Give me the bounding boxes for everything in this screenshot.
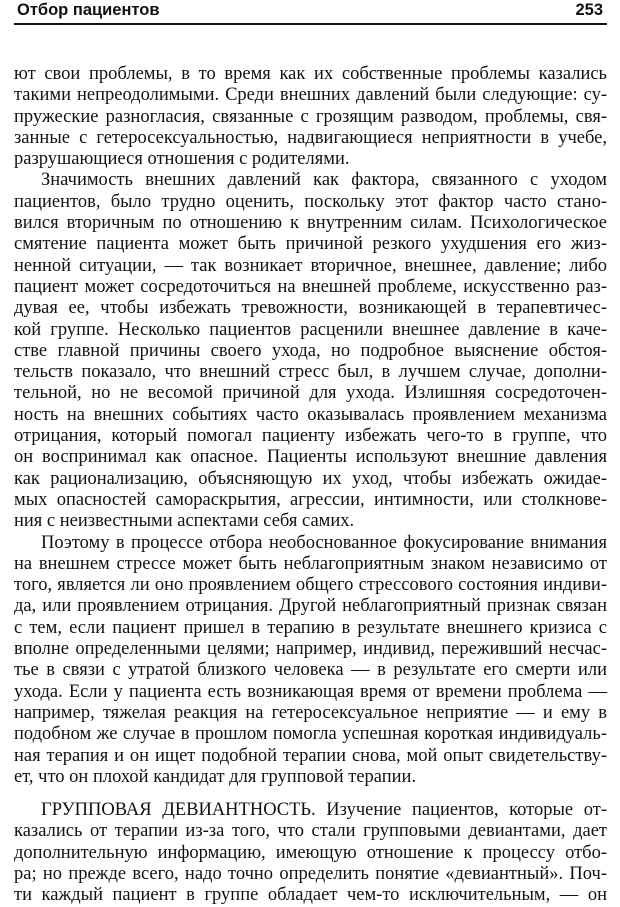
text-line: мых опасностей самораскрытия, агрессии, интимности, или столкнове- <box>14 489 607 510</box>
text-line: ухода. Если у пациента есть возникающая время от времени проблема — <box>14 681 607 702</box>
text-line: как рационализацию, объясняющую их уход, чтобы избежать ожидае- <box>14 468 607 489</box>
chapter-title: Отбор пациентов <box>17 1 160 19</box>
page-number: 253 <box>575 1 603 19</box>
text-line: ют свои проблемы, в то время как их собственные проблемы казались <box>14 64 607 84</box>
text-line: вполне определенными целями; например, индивид, переживший несчас- <box>14 639 607 660</box>
text-line: Поэтому в процессе отбора необоснованное фокусирование внимания <box>41 532 607 553</box>
text-line: Значимость внешних давлений как фактора, связанного с уходом <box>41 170 607 191</box>
text-line: ет, что он плохой кандидат для групповой терапии. <box>14 766 417 787</box>
text-line: пружеские разногласия, связанные с грозящим разводом, проблемы, свя- <box>14 106 607 127</box>
paragraph-p4 <box>14 800 607 906</box>
text-line: кой группе. Несколько пациентов расценили внешнее давление в каче- <box>14 319 607 340</box>
text-line: тельной, но не весомой причиной для ухода. Излишняя сосредоточен- <box>14 383 607 404</box>
text-line: ГРУППОВАЯ ДЕВИАНТНОСТЬ. Изучение пациентов, которые от- <box>41 800 607 821</box>
text-line: он воспринимал как опасное. Пациенты используют внешние давления <box>14 447 607 468</box>
running-header <box>14 0 607 27</box>
text-line: казались от терапии из-за того, что стали групповыми девиантами, дает <box>14 821 607 842</box>
body-text <box>14 64 607 907</box>
text-line: ра; но прежде всего, надо точно определить понятие «девиантный». Поч- <box>14 863 607 884</box>
paragraph-p1 <box>14 64 607 170</box>
paragraph-p3 <box>14 533 607 789</box>
text-line: с тем, если пациент пришел в терапию в результате внешнего кризиса с <box>14 617 607 638</box>
text-line: смятение пациента может быть причиной резкого ухудшения его жиз- <box>14 234 607 255</box>
text-line: ненной ситуации, — так возникает вторичное, внешнее, давление; либо <box>14 255 607 276</box>
text-line: пациент может сосредоточиться на внешней проблеме, искусственно раз- <box>14 276 607 297</box>
text-line: дополнительную информацию, имеющую отношение к процессу отбо- <box>14 842 607 863</box>
text-line: тельств показало, что внешний стресс был, в лучшем случае, дополни- <box>14 362 607 383</box>
text-line: да, или проявлением отрицания. Другой неблагоприятный признак связан <box>14 596 607 617</box>
text-line: на внешнем стрессе может быть неблагоприятным знаком независимо от <box>14 553 607 574</box>
text-line: ния с неизвестными аспектами себя самих. <box>14 511 355 532</box>
section-gap <box>14 788 607 800</box>
text-line: подобном же случае в прошлом помогла успешная короткая индивидуаль- <box>14 724 607 745</box>
text-line: разрушающиеся отношения с родителями. <box>14 149 350 170</box>
text-line: стве главной причины своего ухода, но подробное выяснение обстоя- <box>14 340 607 361</box>
text-line: пациентов, было трудно оценить, поскольку этот фактор часто стано- <box>14 191 607 212</box>
text-line: отрицания, который помогал пациенту избежать чего-то в группе, что <box>14 426 607 447</box>
header-rule <box>14 23 607 25</box>
text-line: ность на внешних событиях часто оказывалась проявлением механизма <box>14 404 607 425</box>
text-line: того, является ли оно проявлением общего стрессового состояния индиви- <box>14 575 607 596</box>
text-line: дувая ее, чтобы избежать тревожности, возникающей в терапевтичес- <box>14 298 607 319</box>
text-line: такими непреодолимыми. Среди внешних давлений были следующие: су- <box>14 85 607 106</box>
text-line: ти каждый пациент в группе обладает чем-то исключительным, — он <box>14 885 607 906</box>
text-line: занные с гетеросексуальностью, надвигающиеся неприятности в учебе, <box>14 127 607 148</box>
paragraph-p2 <box>14 170 607 532</box>
text-line: например, тяжелая реакция на гетеросексуальное неприятие — и ему в <box>14 702 607 723</box>
text-line: вился вторичным по отношению к внутренним силам. Психологическое <box>14 213 607 234</box>
text-line: тье в связи с утратой близкого человека — в результате его смерти или <box>14 660 607 681</box>
text-line: ная терапия и он ищет подобной терапии снова, мой опыт свидетельству- <box>14 745 607 766</box>
